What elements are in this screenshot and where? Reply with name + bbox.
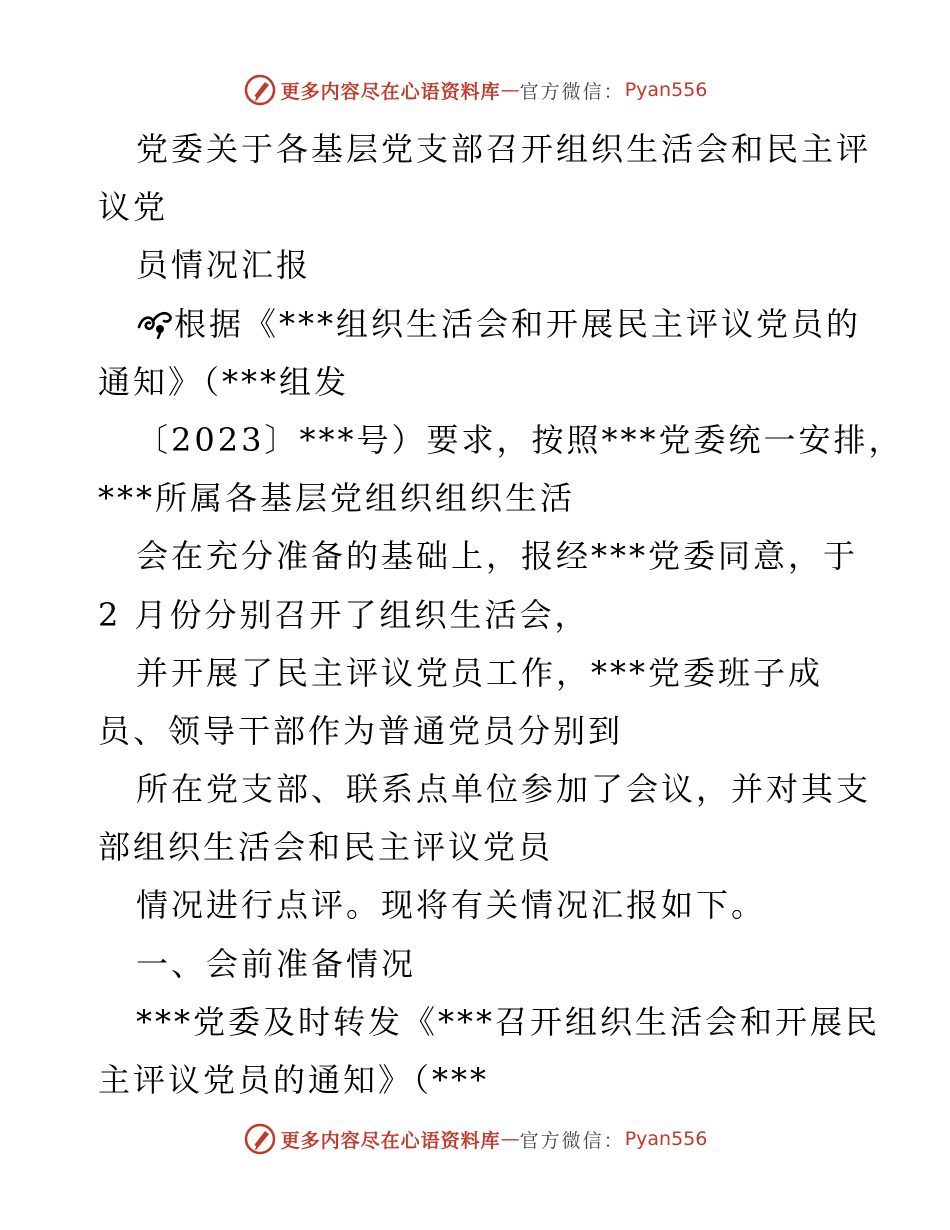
- watermark-brand: 更多内容尽在心语资料库: [280, 80, 501, 103]
- text-line: 党委关于各基层党支部召开组织生活会和民主评: [136, 130, 872, 168]
- text-line: 所在党支部、联系点单位参加了会议，并对其支: [136, 770, 872, 809]
- text-line: 情况进行点评。现将有关情况汇报如下。: [136, 886, 767, 925]
- watermark-official: 官方微信：: [519, 80, 625, 103]
- text-line: 部组织生活会和民主评议党员: [98, 828, 554, 867]
- text-line: 通知》（***组发: [98, 362, 350, 401]
- text-line: 并开展了民主评议党员工作，***党委班子成: [136, 653, 824, 692]
- text-line: 〔2023〕***号）要求，按照***党委统一安排，: [136, 420, 904, 459]
- watermark-footer: [0, 1119, 950, 1159]
- text-line: 员情况汇报: [136, 246, 312, 285]
- text-line: 2 月份分别召开了组织生活会，: [98, 595, 590, 634]
- watermark-wechat-id: Pyan556: [624, 1128, 708, 1150]
- watermark-header: [0, 70, 950, 110]
- watermark-wechat-id: Pyan556: [624, 79, 708, 101]
- watermark-dash: —: [500, 1128, 520, 1150]
- text-line: 议党: [98, 188, 169, 227]
- watermark-brand: 更多内容尽在心语资料库: [280, 1129, 501, 1152]
- text-line: ***党委及时转发《***召开组织生活会和开展民: [136, 1002, 881, 1041]
- document-body: [98, 120, 904, 1109]
- section-heading: 一、会前准备情况: [136, 944, 417, 983]
- decorative-bullet-icon: [136, 307, 174, 339]
- watermark-official: 官方微信：: [519, 1129, 625, 1152]
- text-line: [98, 295, 862, 353]
- text-line: 员、领导干部作为普通党员分别到: [98, 711, 624, 750]
- pen-nib-logo-icon: [243, 1122, 277, 1156]
- text-line: 主评议党员的通知》（***: [98, 1061, 490, 1099]
- text-line-content: 根据《***组织生活会和开展民主评议党员的: [174, 304, 862, 343]
- text-line: ***所属各基层党组织组织生活: [98, 479, 576, 518]
- pen-nib-logo-icon: [243, 73, 277, 107]
- watermark-dash: —: [500, 79, 520, 101]
- text-line: 会在充分准备的基础上，报经***党委同意，于: [136, 537, 859, 576]
